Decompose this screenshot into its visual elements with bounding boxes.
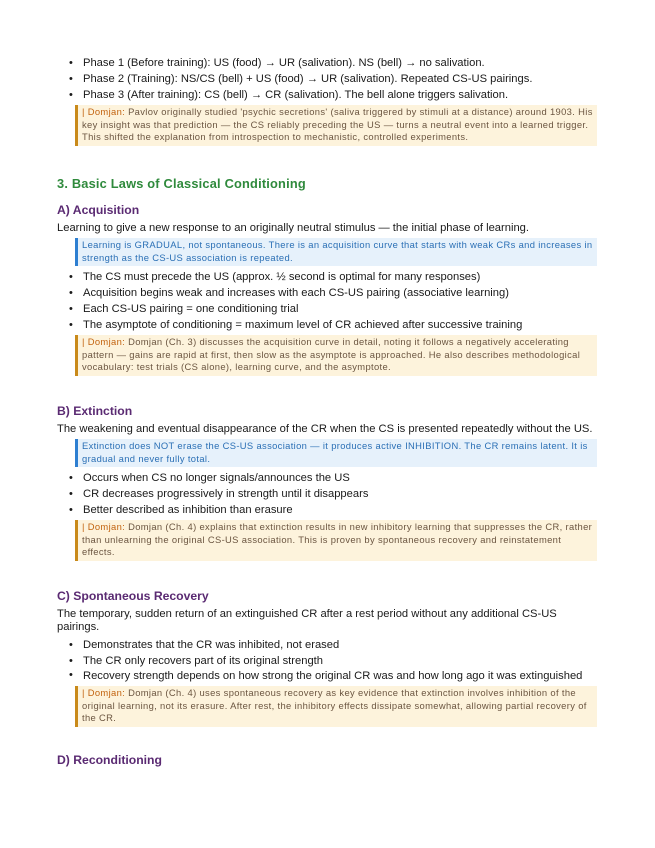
list-item: • Phase 3 (After training): CS (bell) → CR (salivation). The bell alone triggers salivation. [57, 87, 597, 103]
list-item: • Better described as inhibition than erasure [57, 502, 597, 518]
extinction-insight: Extinction does NOT erase the CS-US association — it produces active INHIBITION. The CR remains latent. It is gradual and never fully total. [75, 439, 597, 467]
recovery-definition: The temporary, sudden return of an extinguished CR after a rest period without any additional CS-US pairings. [57, 607, 557, 633]
domjan-note [75, 335, 597, 376]
recovery-list [57, 637, 597, 685]
domjan-note [75, 520, 597, 561]
list-item: • Each CS-US pairing = one conditioning trial [57, 301, 597, 317]
acquisition-insight: Learning is GRADUAL, not spontaneous. There is an acquisition curve that starts with weak CRs and increases in strength as the CS-US association is repeated. [75, 238, 597, 266]
domjan-text: Domjan (Ch. 4) uses spontaneous recovery as key evidence that extinction involves inhibition of the original learning, not its erasure. After rest, the inhibitory effects dissipate somewhat, allowing partial recovery of the CR. [82, 687, 587, 723]
list-item: • Acquisition begins weak and increases with each CS-US pairing (associative learning) [57, 285, 597, 301]
document-page [57, 55, 597, 768]
list-item: • Occurs when CS no longer signals/announces the US [57, 470, 597, 486]
list-item: • Phase 2 (Training): NS/CS (bell) + US (food) → UR (salivation). Repeated CS-US pairings. [57, 71, 597, 87]
domjan-text: Domjan (Ch. 3) discusses the acquisition curve in detail, noting it follows a negatively accelerating pattern — gains are rapid at first, then slow as the asymptote is approached. He also describes methodological vocabulary: test trials (CS alone), learning curve, and the asymptote. [82, 336, 581, 372]
list-item: • The asymptote of conditioning = maximum level of CR achieved after successive training [57, 317, 597, 333]
list-item: • Demonstrates that the CR was inhibited, not erased [57, 637, 597, 653]
extinction-heading: B) Extinction [57, 403, 133, 418]
extinction-list [57, 470, 597, 518]
domjan-note [75, 105, 597, 146]
list-item: • Phase 1 (Before training): US (food) → UR (salivation). NS (bell) → no salivation. [57, 55, 597, 71]
acquisition-definition: Learning to give a new response to an originally neutral stimulus — the initial phase of learning. [57, 221, 530, 234]
list-item: • Recovery strength depends on how strong the original CR was and how long ago it was extinguished [57, 669, 597, 685]
list-item: • The CS must precede the US (approx. ½ second is optimal for many responses) [57, 269, 597, 285]
list-item: • The CR only recovers part of its original strength [57, 653, 597, 669]
phase-list [57, 55, 597, 103]
domjan-tag: | Domjan: [82, 687, 126, 698]
reconditioning-heading: D) Reconditioning [57, 752, 162, 767]
domjan-tag: | Domjan: [82, 521, 126, 532]
extinction-definition: The weakening and eventual disappearance of the CR when the CS is presented repeatedly without the US. [57, 422, 593, 435]
list-item: • CR decreases progressively in strength until it disappears [57, 486, 597, 502]
section-title: 3. Basic Laws of Classical Conditioning [57, 175, 306, 191]
recovery-heading: C) Spontaneous Recovery [57, 588, 209, 603]
domjan-text: Domjan (Ch. 4) explains that extinction results in new inhibitory learning that suppresses the CR, rather than unlearning the original CS-US association. This is proven by spontaneous recovery and reinstatement effects. [82, 521, 593, 557]
acquisition-list [57, 269, 597, 333]
domjan-note [75, 686, 597, 727]
acquisition-heading: A) Acquisition [57, 202, 140, 217]
domjan-text: Pavlov originally studied 'psychic secretions' (saliva triggered by stimuli at a distance) around 1903. His key insight was that prediction — the CS reliably preceding the US — turns a neutral event into a learned trigger. This shifted the explanation from introspection to mechanistic, controlled experiments. [82, 106, 593, 142]
domjan-tag: | Domjan: [82, 106, 126, 117]
domjan-tag: | Domjan: [82, 336, 126, 347]
